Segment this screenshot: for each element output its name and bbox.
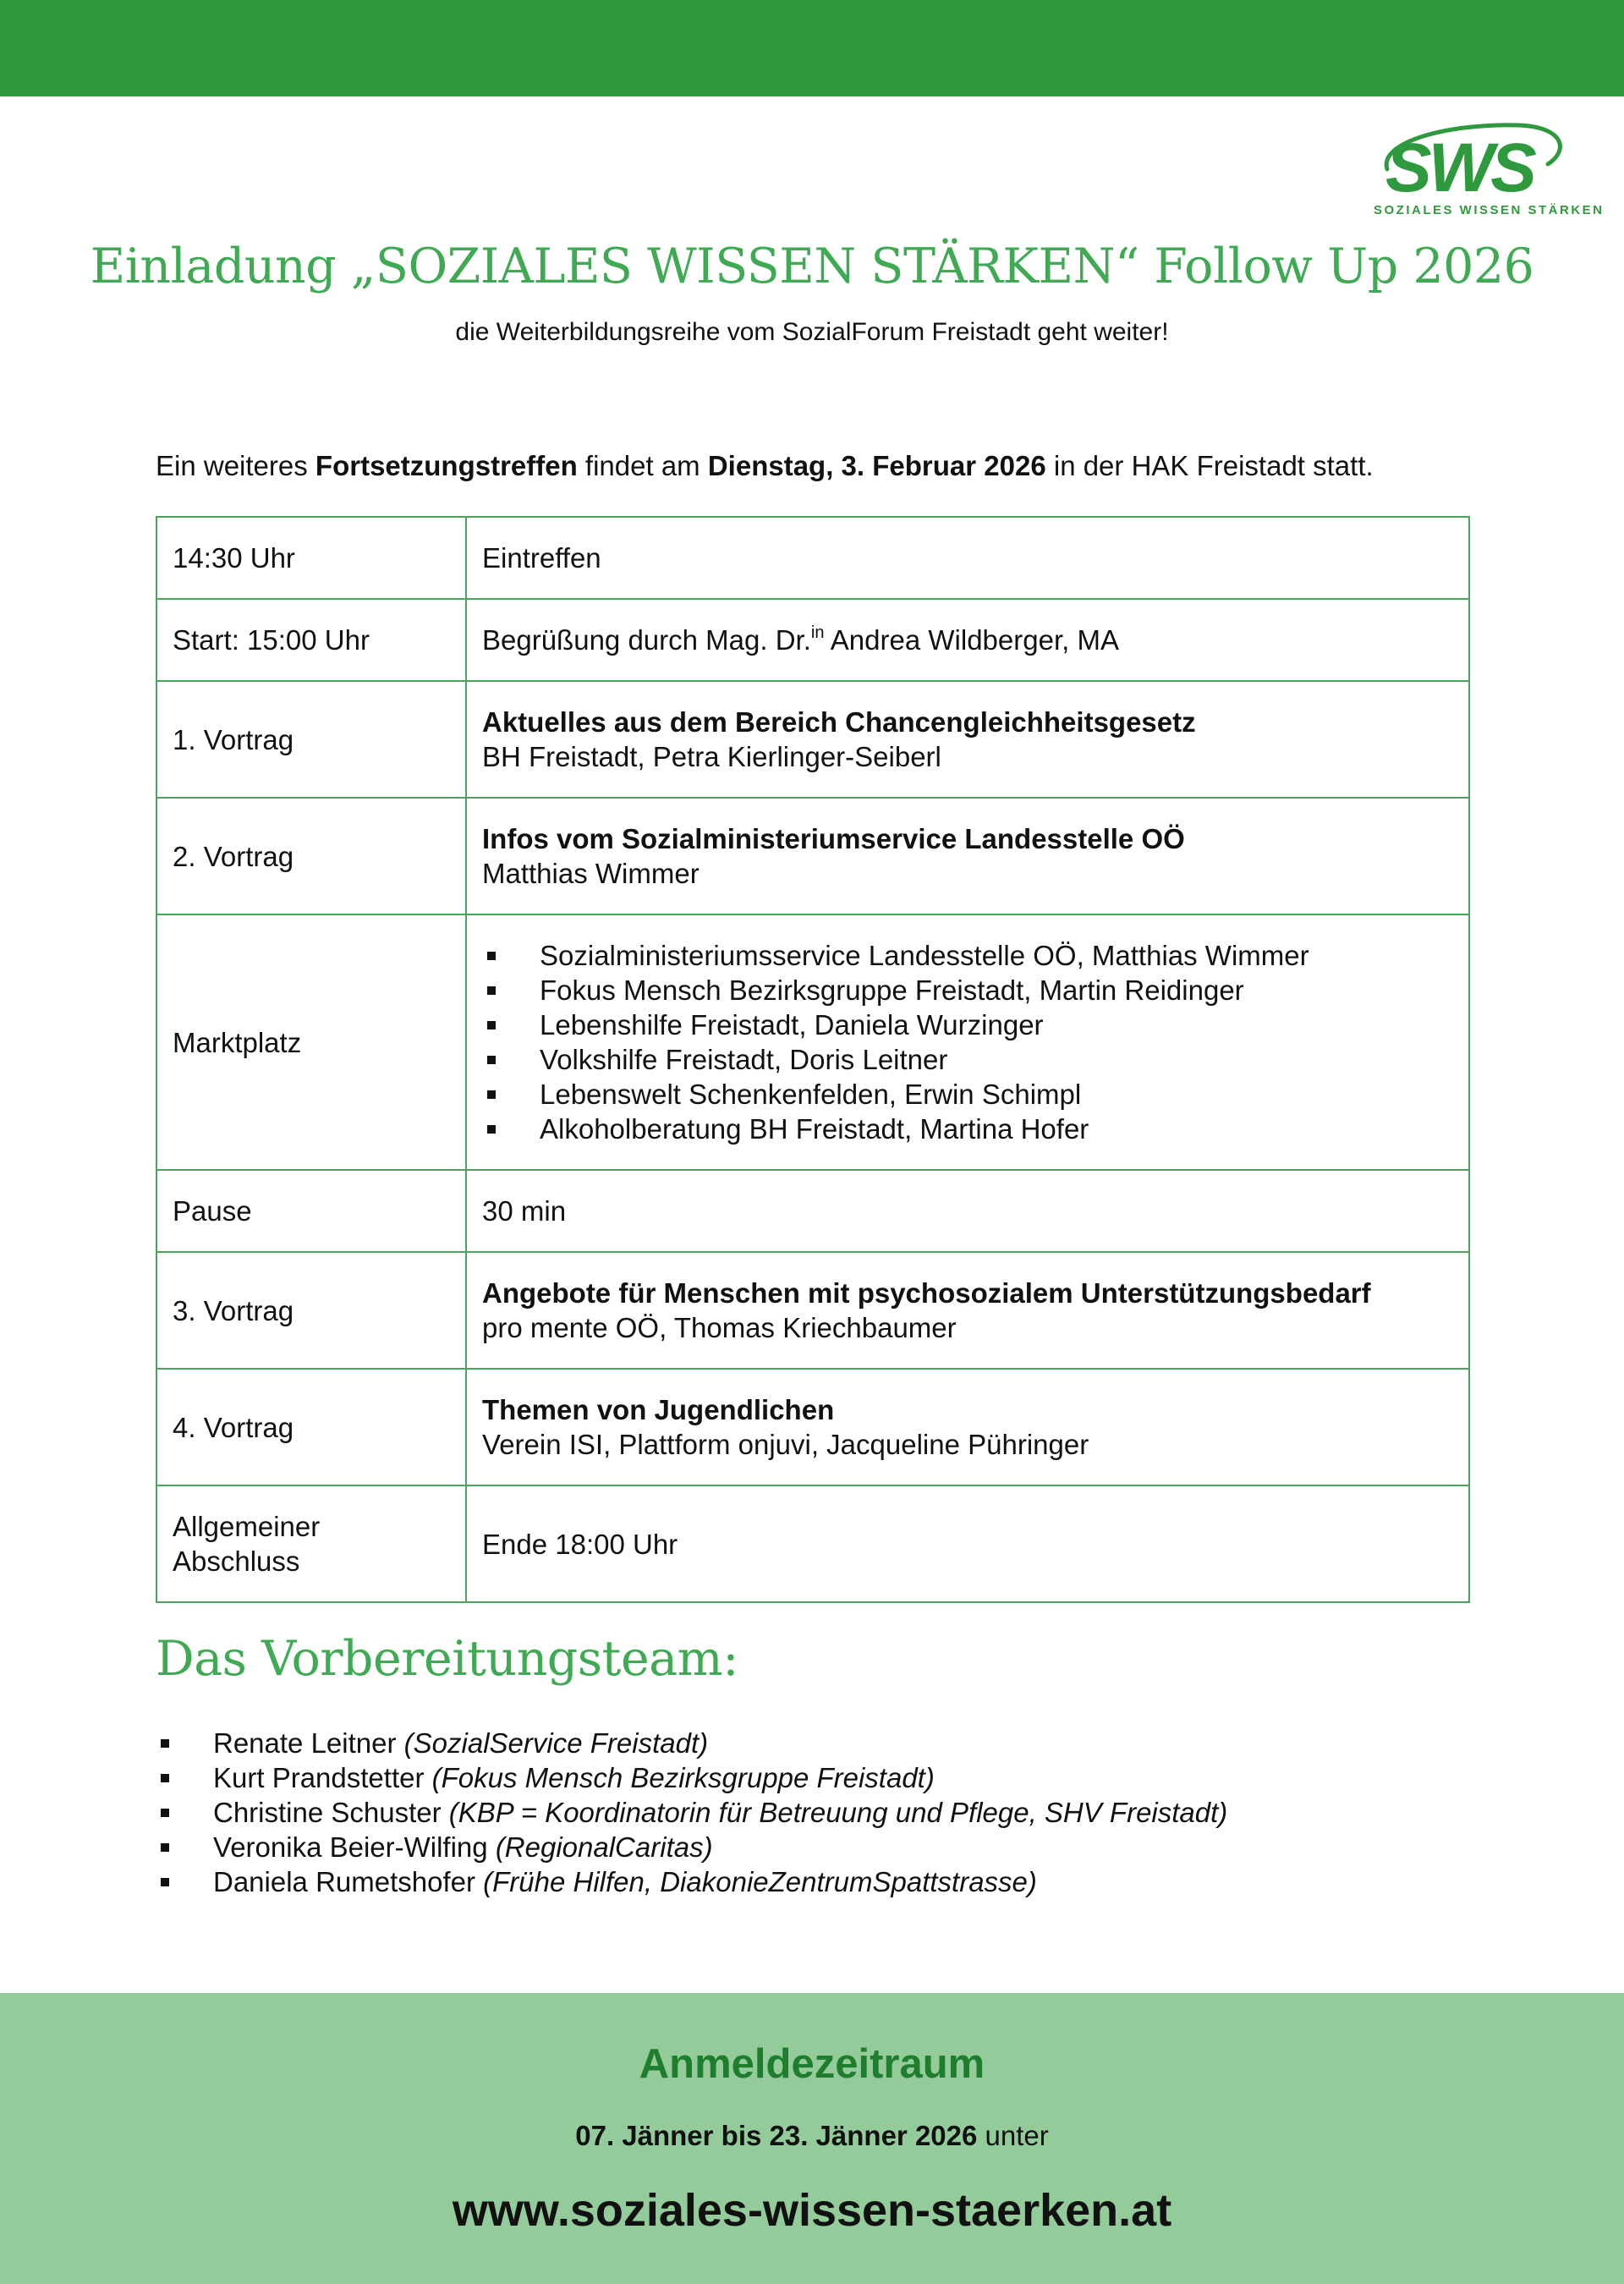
talk-speaker: Matthias Wimmer (482, 858, 700, 889)
intro-text-1: Ein weiteres (156, 450, 315, 481)
list-item (482, 1077, 1453, 1112)
bullet-square-icon (161, 1878, 169, 1886)
page-subtitle: die Weiterbildungsreihe vom SozialForum Freistadt geht weiter! (455, 318, 1169, 346)
list-item-text: Lebenswelt Schenkenfelden, Erwin Schimpl (540, 1079, 1082, 1110)
schedule-time: 3. Vortrag (156, 1252, 466, 1369)
talk-title: Themen von Jugendlichen (482, 1394, 835, 1425)
member-role: (SozialService Freistadt) (403, 1727, 709, 1759)
bullet-square-icon (487, 1056, 496, 1064)
greeting-text: Begrüßung durch Mag. Dr. (482, 624, 811, 656)
list-item-text: Alkoholberatung BH Freistadt, Martina Hofer (540, 1113, 1089, 1145)
schedule-time: Pause (156, 1170, 466, 1252)
schedule-row (156, 1369, 1469, 1485)
schedule-content (466, 681, 1469, 798)
talk-speaker: pro mente OÖ, Thomas Kriechbaumer (482, 1312, 957, 1343)
schedule-content (466, 798, 1469, 914)
talk-speaker: BH Freistadt, Petra Kierlinger-Seiberl (482, 741, 941, 772)
talk-title: Aktuelles aus dem Bereich Chancengleichheitsgesetz (482, 706, 1196, 738)
registration-dates: 07. Jänner bis 23. Jänner 2026 (575, 2120, 978, 2151)
registration-footer (0, 1993, 1624, 2284)
list-item (156, 1795, 1509, 1830)
schedule-row (156, 798, 1469, 914)
list-item (156, 1726, 1509, 1760)
bullet-square-icon (487, 952, 496, 960)
list-item (482, 973, 1453, 1007)
bullet-square-icon (161, 1809, 169, 1817)
schedule-time-line: Allgemeiner (173, 1511, 321, 1542)
list-item (156, 1864, 1509, 1899)
intro-paragraph (156, 450, 1374, 482)
member-role: (RegionalCaritas) (495, 1831, 713, 1863)
member-role: (KBP = Koordinatorin für Betreuung und Pflege, SHV Freistadt) (448, 1797, 1228, 1828)
list-item (482, 1007, 1453, 1042)
logo-text: SWS (1385, 129, 1533, 201)
talk-speaker: Verein ISI, Plattform onjuvi, Jacqueline Pühringer (482, 1429, 1089, 1460)
list-item (156, 1830, 1509, 1864)
schedule-table (156, 516, 1470, 1603)
member-name: Christine Schuster (213, 1797, 449, 1828)
talk-title: Angebote für Menschen mit psychosozialem Unterstützungsbedarf (482, 1277, 1371, 1309)
schedule-content (466, 1369, 1469, 1485)
bullet-square-icon (487, 986, 496, 995)
list-item-text: Sozialministeriumsservice Landesstelle OÖ, Matthias Wimmer (540, 940, 1309, 971)
schedule-time: 14:30 Uhr (156, 517, 466, 599)
top-green-bar (0, 0, 1624, 96)
schedule-row (156, 1252, 1469, 1369)
schedule-time: Start: 15:00 Uhr (156, 599, 466, 681)
marketplace-list (482, 938, 1453, 1146)
greeting-superscript: in (810, 623, 825, 642)
schedule-time (156, 1485, 466, 1602)
list-item-text: Lebenshilfe Freistadt, Daniela Wurzinger (540, 1009, 1044, 1040)
schedule-content (466, 914, 1469, 1170)
registration-url-link[interactable]: www.soziales-wissen-staerken.at (452, 2185, 1172, 2236)
intro-bold-1: Fortsetzungstreffen (315, 450, 578, 481)
page-title: Einladung „SOZIALES WISSEN STÄRKEN“ Follow Up 2026 (90, 239, 1534, 294)
schedule-time: 4. Vortrag (156, 1369, 466, 1485)
member-name: Veronika Beier-Wilfing (213, 1831, 496, 1863)
bullet-square-icon (487, 1125, 496, 1134)
schedule-row (156, 517, 1469, 599)
list-item (482, 938, 1453, 973)
schedule-row (156, 599, 1469, 681)
schedule-content (466, 599, 1469, 681)
schedule-row (156, 1170, 1469, 1252)
list-item-text: Fokus Mensch Bezirksgruppe Freistadt, Martin Reidinger (540, 975, 1244, 1006)
member-role: (Frühe Hilfen, DiakonieZentrumSpattstrasse) (483, 1866, 1037, 1897)
talk-title: Infos vom Sozialministeriumservice Landesstelle OÖ (482, 823, 1185, 854)
schedule-content: 30 min (466, 1170, 1469, 1252)
member-role: (Fokus Mensch Bezirksgruppe Freistadt) (431, 1762, 935, 1793)
bullet-square-icon (161, 1843, 169, 1852)
schedule-row (156, 1485, 1469, 1602)
schedule-time: Marktplatz (156, 914, 466, 1170)
schedule-row (156, 681, 1469, 798)
logo-caption: SOZIALES WISSEN STÄRKEN (1374, 203, 1605, 217)
intro-bold-2: Dienstag, 3. Februar 2026 (707, 450, 1046, 481)
bullet-square-icon (161, 1739, 169, 1748)
greeting-name: Andrea Wildberger, MA (824, 624, 1119, 656)
team-heading: Das Vorbereitungsteam: (156, 1631, 738, 1687)
schedule-content (466, 1252, 1469, 1369)
bullet-square-icon (487, 1090, 496, 1099)
schedule-content: Eintreffen (466, 517, 1469, 599)
list-item (482, 1042, 1453, 1077)
list-item (156, 1760, 1509, 1795)
schedule-row (156, 914, 1469, 1170)
list-item-text: Volkshilfe Freistadt, Doris Leitner (540, 1044, 948, 1075)
registration-period-suffix: unter (977, 2120, 1049, 2151)
intro-text-2: findet am (577, 450, 708, 481)
sws-logo-mark (1370, 117, 1573, 201)
team-list (156, 1726, 1509, 1899)
member-name: Daniela Rumetshofer (213, 1866, 484, 1897)
sws-logo (1370, 117, 1605, 227)
member-name: Renate Leitner (213, 1727, 404, 1759)
schedule-time: 1. Vortrag (156, 681, 466, 798)
registration-heading: Anmeldezeitraum (639, 2041, 985, 2087)
registration-period (0, 2120, 1624, 2152)
bullet-square-icon (487, 1021, 496, 1029)
list-item (482, 1112, 1453, 1146)
schedule-content: Ende 18:00 Uhr (466, 1485, 1469, 1602)
member-name: Kurt Prandstetter (213, 1762, 432, 1793)
schedule-time-line: Abschluss (173, 1546, 300, 1577)
bullet-square-icon (161, 1774, 169, 1782)
schedule-time: 2. Vortrag (156, 798, 466, 914)
intro-text-3: in der HAK Freistadt statt. (1045, 450, 1374, 481)
